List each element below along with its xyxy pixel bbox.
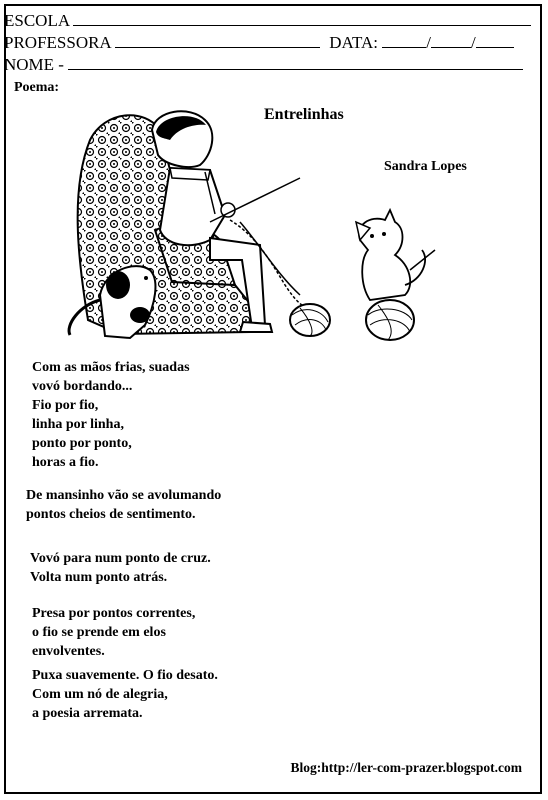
poem-line: pontos cheios de sentimento.	[26, 507, 196, 522]
poem-line: Com um nó de alegria,	[32, 687, 168, 702]
name-row	[4, 54, 523, 75]
poem-line: envolventes.	[32, 644, 105, 659]
poem-label: Poema:	[14, 80, 60, 95]
poem-line: Volta num ponto atrás.	[30, 570, 168, 585]
date-label: DATA:	[329, 33, 378, 52]
poem-author: Sandra Lopes	[384, 159, 467, 174]
yarn-ball-left	[290, 304, 330, 336]
poem-line: Presa por pontos correntes,	[32, 606, 196, 621]
poem-line: o fio se prende em elos	[32, 625, 166, 640]
blog-url: Blog:http://ler-com-prazer.blogspot.com	[290, 760, 522, 775]
date-year-line[interactable]	[476, 32, 514, 48]
school-line[interactable]	[73, 10, 531, 26]
stanza-4	[32, 604, 195, 661]
stanza-1	[32, 358, 190, 472]
name-line[interactable]	[68, 54, 523, 70]
poem-title: Entrelinhas	[264, 106, 344, 123]
cat-on-yarn	[356, 210, 435, 340]
stanza-2	[26, 486, 221, 524]
school-row	[4, 10, 531, 31]
poem-line: De mansinho vão se avolumando	[26, 488, 222, 503]
date-separator: /	[470, 33, 476, 52]
teacher-line[interactable]	[115, 32, 320, 48]
poem-line: Com as mãos frias, suadas	[32, 360, 190, 375]
date-day-line[interactable]	[382, 32, 426, 48]
date-separator: /	[426, 33, 431, 52]
stanza-3	[30, 549, 211, 587]
poem-line: a poesia arremata.	[32, 706, 143, 721]
teacher-label: PROFESSORA	[4, 33, 111, 52]
name-label: NOME -	[4, 55, 64, 74]
knitting-grandma-illustration	[60, 110, 450, 360]
date-month-line[interactable]	[431, 32, 471, 48]
poem-line: linha por linha,	[32, 417, 124, 432]
school-label: ESCOLA	[4, 11, 70, 30]
teacher-date-row	[4, 32, 514, 53]
poem-line: horas a fio.	[32, 455, 99, 470]
poem-line: Puxa suavemente. O fio desato.	[32, 668, 218, 683]
poem-line: Fio por fio,	[32, 398, 99, 413]
poem-line: Vovó para num ponto de cruz.	[30, 551, 211, 566]
stanza-5	[32, 666, 218, 723]
poem-line: vovó bordando...	[32, 379, 133, 394]
poem-line: ponto por ponto,	[32, 436, 132, 451]
